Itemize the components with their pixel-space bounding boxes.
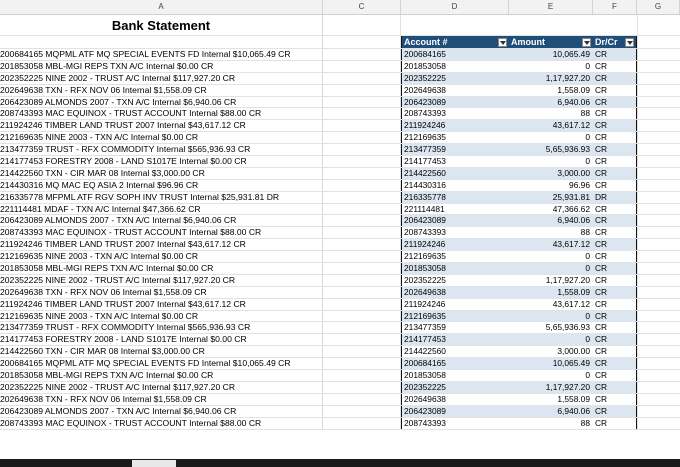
drcr-cell[interactable]: CR xyxy=(593,382,637,393)
statement-line-cell[interactable]: 200684165 MQPML ATF MQ SPECIAL EVENTS FD Internal $10,065.49 CR xyxy=(0,358,323,369)
drcr-cell[interactable]: CR xyxy=(593,334,637,345)
table-row xyxy=(0,120,680,132)
statement-line-cell[interactable]: 206423089 ALMONDS 2007 - TXN A/C Internal $6,940.06 CR xyxy=(0,215,323,226)
statement-line-cell[interactable]: 208743393 MAC EQUINOX - TRUST ACCOUNT Internal $88.00 CR xyxy=(0,108,323,119)
statement-line-cell[interactable]: 212169635 NINE 2003 - TXN A/C Internal $0.00 CR xyxy=(0,251,323,262)
filter-dropdown-icon[interactable] xyxy=(582,38,591,47)
table-row xyxy=(0,180,680,192)
cell[interactable] xyxy=(323,168,401,179)
cell[interactable] xyxy=(323,251,401,262)
statement-line-cell[interactable]: 201853058 MBL-MGI REPS TXN A/C Internal $0.00 CR xyxy=(0,263,323,274)
amount-cell[interactable]: 3,000.00 xyxy=(509,168,593,179)
amount-cell[interactable]: 1,558.09 xyxy=(509,287,593,298)
table-row xyxy=(0,334,680,346)
amount-header[interactable] xyxy=(509,36,593,48)
statement-line-cell[interactable]: 211924246 TIMBER LAND TRUST 2007 Internal $43,617.12 CR xyxy=(0,239,323,250)
account-cell[interactable]: 208743393 xyxy=(401,227,509,238)
statement-line-cell[interactable]: 202352225 NINE 2002 - TRUST A/C Internal $117,927.20 CR xyxy=(0,275,323,286)
data-rows xyxy=(0,49,680,430)
statement-line-cell[interactable]: 211924246 TIMBER LAND TRUST 2007 Internal $43,617.12 CR xyxy=(0,120,323,131)
cell[interactable] xyxy=(323,61,401,72)
amount-cell[interactable]: 43,617.12 xyxy=(509,239,593,250)
cell[interactable] xyxy=(323,239,401,250)
account-cell[interactable]: 211924246 xyxy=(401,239,509,250)
amount-cell[interactable]: 1,17,927.20 xyxy=(509,382,593,393)
statement-line-cell[interactable]: 214177453 FORESTRY 2008 - LAND S1017E Internal $0.00 CR xyxy=(0,156,323,167)
drcr-cell[interactable]: CR xyxy=(593,180,637,191)
amount-cell[interactable]: 1,558.09 xyxy=(509,394,593,405)
cell[interactable] xyxy=(323,108,401,119)
cell[interactable] xyxy=(323,275,401,286)
table-row xyxy=(0,192,680,204)
account-cell[interactable]: 214422560 xyxy=(401,168,509,179)
statement-line-cell[interactable]: 201853058 MBL-MGI REPS TXN A/C Internal $0.00 CR xyxy=(0,370,323,381)
statement-line-cell[interactable]: 212169635 NINE 2003 - TXN A/C Internal $0.00 CR xyxy=(0,132,323,143)
table-row xyxy=(0,144,680,156)
cell[interactable] xyxy=(323,36,401,48)
cell[interactable] xyxy=(637,61,680,72)
account-cell[interactable]: 200684165 xyxy=(401,49,509,60)
cell[interactable] xyxy=(323,73,401,84)
table-row xyxy=(0,251,680,263)
amount-cell[interactable]: 0 xyxy=(509,251,593,262)
amount-cell[interactable]: 5,65,936.93 xyxy=(509,322,593,333)
cell[interactable] xyxy=(323,144,401,155)
table-row xyxy=(0,382,680,394)
account-cell[interactable]: 206423089 xyxy=(401,406,509,417)
header-row xyxy=(0,36,680,49)
cell[interactable] xyxy=(637,15,680,35)
cell[interactable] xyxy=(637,180,680,191)
table-row xyxy=(0,394,680,406)
table-row xyxy=(0,108,680,120)
cell[interactable] xyxy=(637,73,680,84)
cell[interactable] xyxy=(323,394,401,405)
amount-cell[interactable]: 1,558.09 xyxy=(509,85,593,96)
drcr-cell[interactable]: CR xyxy=(593,227,637,238)
table-row xyxy=(0,85,680,97)
cell[interactable] xyxy=(323,15,401,35)
statement-line-cell[interactable]: 213477359 TRUST - RFX COMMODITY Internal $565,936.93 CR xyxy=(0,322,323,333)
table-row xyxy=(0,49,680,61)
amount-cell[interactable]: 6,940.06 xyxy=(509,406,593,417)
cell[interactable] xyxy=(637,132,680,143)
account-cell[interactable]: 212169635 xyxy=(401,132,509,143)
drcr-cell[interactable]: CR xyxy=(593,132,637,143)
cell[interactable] xyxy=(637,370,680,381)
cell[interactable] xyxy=(323,120,401,131)
cell[interactable] xyxy=(637,346,680,357)
table-row xyxy=(0,156,680,168)
account-cell[interactable]: 202352225 xyxy=(401,73,509,84)
amount-cell[interactable]: 47,366.62 xyxy=(509,204,593,215)
table-row xyxy=(0,97,680,109)
amount-cell[interactable]: 88 xyxy=(509,108,593,119)
statement-line-cell[interactable]: 214422560 TXN - CIR MAR 08 Internal $3,000.00 CR xyxy=(0,168,323,179)
table-row xyxy=(0,73,680,85)
cell[interactable] xyxy=(323,215,401,226)
amount-cell[interactable]: 88 xyxy=(509,227,593,238)
cell[interactable] xyxy=(323,299,401,310)
cell[interactable] xyxy=(323,287,401,298)
table-row xyxy=(0,215,680,227)
statement-line-cell[interactable]: 208743393 MAC EQUINOX - TRUST ACCOUNT Internal $88.00 CR xyxy=(0,227,323,238)
cell[interactable] xyxy=(637,382,680,393)
account-cell[interactable]: 212169635 xyxy=(401,311,509,322)
statement-line-cell[interactable]: 206423089 ALMONDS 2007 - TXN A/C Internal $6,940.06 CR xyxy=(0,406,323,417)
amount-cell[interactable]: 88 xyxy=(509,418,593,429)
statement-line-cell[interactable]: 202649638 TXN - RFX NOV 06 Internal $1,558.09 CR xyxy=(0,287,323,298)
cell[interactable] xyxy=(637,299,680,310)
sheet-tab-bar xyxy=(0,459,680,467)
amount-cell[interactable]: 6,940.06 xyxy=(509,215,593,226)
column-header-f[interactable]: F xyxy=(593,0,637,14)
cell[interactable] xyxy=(323,263,401,274)
spreadsheet-grid xyxy=(0,15,680,430)
account-cell[interactable]: 201853058 xyxy=(401,370,509,381)
cell[interactable] xyxy=(323,49,401,60)
cell[interactable] xyxy=(323,334,401,345)
table-row xyxy=(0,418,680,430)
account-cell[interactable]: 202352225 xyxy=(401,275,509,286)
sheet-title[interactable]: Bank Statement xyxy=(0,15,323,35)
drcr-cell[interactable]: CR xyxy=(593,204,637,215)
statement-line-cell[interactable]: 213477359 TRUST - RFX COMMODITY Internal $565,936.93 CR xyxy=(0,144,323,155)
cell[interactable] xyxy=(637,120,680,131)
cell[interactable] xyxy=(637,156,680,167)
amount-cell[interactable]: 43,617.12 xyxy=(509,120,593,131)
cell[interactable] xyxy=(637,418,680,429)
filter-dropdown-icon[interactable] xyxy=(498,38,507,47)
cell[interactable] xyxy=(637,406,680,417)
table-row xyxy=(0,311,680,323)
cell[interactable] xyxy=(637,215,680,226)
cell[interactable] xyxy=(323,322,401,333)
account-cell[interactable]: 202649638 xyxy=(401,85,509,96)
drcr-cell[interactable]: CR xyxy=(593,120,637,131)
amount-cell[interactable]: 6,940.06 xyxy=(509,97,593,108)
account-cell[interactable]: 202649638 xyxy=(401,394,509,405)
table-row xyxy=(0,263,680,275)
drcr-cell[interactable]: CR xyxy=(593,346,637,357)
cell[interactable] xyxy=(637,287,680,298)
statement-line-cell[interactable]: 211924246 TIMBER LAND TRUST 2007 Internal $43,617.12 CR xyxy=(0,299,323,310)
drcr-cell[interactable]: CR xyxy=(593,85,637,96)
table-row xyxy=(0,358,680,370)
account-cell[interactable]: 201853058 xyxy=(401,61,509,72)
account-cell[interactable]: 202649638 xyxy=(401,287,509,298)
amount-cell[interactable]: 3,000.00 xyxy=(509,346,593,357)
table-row xyxy=(0,299,680,311)
cell[interactable] xyxy=(593,15,637,35)
statement-line-cell[interactable]: 202649638 TXN - RFX NOV 06 Internal $1,558.09 CR xyxy=(0,394,323,405)
table-row xyxy=(0,322,680,334)
drcr-cell[interactable]: CR xyxy=(593,311,637,322)
cell[interactable] xyxy=(323,97,401,108)
cell[interactable] xyxy=(637,251,680,262)
cell[interactable] xyxy=(637,311,680,322)
table-row xyxy=(0,204,680,216)
column-header-g[interactable]: G xyxy=(637,0,680,14)
statement-line-cell[interactable]: 202352225 NINE 2002 - TRUST A/C Internal $117,927.20 CR xyxy=(0,73,323,84)
cell[interactable] xyxy=(323,180,401,191)
drcr-cell[interactable]: CR xyxy=(593,287,637,298)
cell[interactable] xyxy=(637,263,680,274)
drcr-cell[interactable]: CR xyxy=(593,394,637,405)
statement-line-cell[interactable]: 201853058 MBL-MGI REPS TXN A/C Internal $0.00 CR xyxy=(0,61,323,72)
cell[interactable] xyxy=(323,358,401,369)
table-row xyxy=(0,370,680,382)
amount-cell[interactable]: 0 xyxy=(509,370,593,381)
drcr-cell[interactable]: CR xyxy=(593,49,637,60)
amount-cell[interactable]: 0 xyxy=(509,311,593,322)
cell[interactable] xyxy=(637,49,680,60)
drcr-cell[interactable]: DR xyxy=(593,192,637,203)
statement-line-cell[interactable]: 214422560 TXN - CIR MAR 08 Internal $3,000.00 CR xyxy=(0,346,323,357)
account-cell[interactable]: 202352225 xyxy=(401,382,509,393)
amount-cell[interactable]: 0 xyxy=(509,61,593,72)
account-cell[interactable]: 213477359 xyxy=(401,144,509,155)
table-row xyxy=(0,406,680,418)
account-cell[interactable]: 211924246 xyxy=(401,120,509,131)
amount-cell[interactable]: 0 xyxy=(509,156,593,167)
cell[interactable] xyxy=(509,15,593,35)
account-cell[interactable]: 221114481 xyxy=(401,204,509,215)
table-row xyxy=(0,168,680,180)
cell[interactable] xyxy=(637,322,680,333)
cell[interactable] xyxy=(637,97,680,108)
statement-line-cell[interactable]: 214430316 MQ MAC EQ ASIA 2 Internal $96.96 CR xyxy=(0,180,323,191)
table-row xyxy=(0,346,680,358)
cell[interactable] xyxy=(637,334,680,345)
account-cell[interactable]: 206423089 xyxy=(401,97,509,108)
account-cell[interactable]: 214422560 xyxy=(401,346,509,357)
table-row xyxy=(0,61,680,73)
amount-cell[interactable]: 5,65,936.93 xyxy=(509,144,593,155)
cell[interactable] xyxy=(637,192,680,203)
statement-line-cell[interactable]: 212169635 NINE 2003 - TXN A/C Internal $0.00 CR xyxy=(0,311,323,322)
drcr-cell[interactable]: CR xyxy=(593,251,637,262)
cell[interactable] xyxy=(637,144,680,155)
drcr-cell[interactable]: CR xyxy=(593,358,637,369)
account-cell[interactable]: 212169635 xyxy=(401,251,509,262)
cell[interactable] xyxy=(323,227,401,238)
amount-cell[interactable]: 0 xyxy=(509,263,593,274)
account-cell[interactable]: 201853058 xyxy=(401,263,509,274)
cell[interactable] xyxy=(637,108,680,119)
cell[interactable] xyxy=(323,370,401,381)
column-header-c[interactable]: C xyxy=(323,0,401,14)
cell[interactable] xyxy=(323,382,401,393)
statement-line-cell[interactable]: 202352225 NINE 2002 - TRUST A/C Internal $117,927.20 CR xyxy=(0,382,323,393)
account-cell[interactable]: 214177453 xyxy=(401,156,509,167)
statement-line-cell[interactable]: 208743393 MAC EQUINOX - TRUST ACCOUNT Internal $88.00 CR xyxy=(0,418,323,429)
account-cell[interactable]: 206423089 xyxy=(401,215,509,226)
drcr-header-label: Dr/Cr xyxy=(595,37,618,47)
amount-cell[interactable]: 1,17,927.20 xyxy=(509,73,593,84)
account-header[interactable] xyxy=(401,36,509,48)
title-row xyxy=(0,15,680,36)
amount-cell[interactable]: 1,17,927.20 xyxy=(509,275,593,286)
table-row xyxy=(0,239,680,251)
drcr-cell[interactable]: CR xyxy=(593,418,637,429)
cell[interactable] xyxy=(637,358,680,369)
table-row xyxy=(0,275,680,287)
drcr-header[interactable] xyxy=(593,36,637,48)
cell[interactable] xyxy=(637,85,680,96)
drcr-cell[interactable]: CR xyxy=(593,299,637,310)
column-header-a[interactable]: A xyxy=(0,0,323,14)
drcr-cell[interactable]: CR xyxy=(593,215,637,226)
cell[interactable] xyxy=(323,406,401,417)
cell[interactable] xyxy=(637,275,680,286)
column-header-bar xyxy=(0,0,680,15)
drcr-cell[interactable]: CR xyxy=(593,97,637,108)
drcr-cell[interactable]: CR xyxy=(593,275,637,286)
account-cell[interactable]: 208743393 xyxy=(401,108,509,119)
cell[interactable] xyxy=(637,36,680,48)
amount-cell[interactable]: 25,931.81 xyxy=(509,192,593,203)
cell[interactable] xyxy=(323,192,401,203)
sheet-tab[interactable] xyxy=(132,460,176,467)
account-cell[interactable]: 200684165 xyxy=(401,358,509,369)
cell[interactable] xyxy=(323,156,401,167)
amount-cell[interactable]: 0 xyxy=(509,132,593,143)
column-header-e[interactable]: E xyxy=(509,0,593,14)
drcr-cell[interactable]: CR xyxy=(593,73,637,84)
cell[interactable] xyxy=(323,85,401,96)
statement-line-cell[interactable]: 200684165 MQPML ATF MQ SPECIAL EVENTS FD Internal $10,065.49 CR xyxy=(0,49,323,60)
table-row xyxy=(0,227,680,239)
drcr-cell[interactable]: CR xyxy=(593,263,637,274)
account-cell[interactable]: 208743393 xyxy=(401,418,509,429)
cell[interactable] xyxy=(0,36,323,48)
drcr-cell[interactable]: CR xyxy=(593,144,637,155)
filter-dropdown-icon[interactable] xyxy=(625,38,634,47)
amount-header-label: Amount xyxy=(511,37,545,47)
amount-cell[interactable]: 0 xyxy=(509,334,593,345)
drcr-cell[interactable]: CR xyxy=(593,168,637,179)
drcr-cell[interactable]: CR xyxy=(593,406,637,417)
amount-cell[interactable]: 96.96 xyxy=(509,180,593,191)
cell[interactable] xyxy=(637,394,680,405)
cell[interactable] xyxy=(323,418,401,429)
drcr-cell[interactable]: CR xyxy=(593,108,637,119)
account-cell[interactable]: 213477359 xyxy=(401,322,509,333)
drcr-cell[interactable]: CR xyxy=(593,370,637,381)
statement-line-cell[interactable]: 216335778 MFPML ATF RGV SOPH INV TRUST Internal $25,931.81 DR xyxy=(0,192,323,203)
amount-cell[interactable]: 10,065.49 xyxy=(509,49,593,60)
table-row xyxy=(0,132,680,144)
amount-cell[interactable]: 43,617.12 xyxy=(509,299,593,310)
statement-line-cell[interactable]: 206423089 ALMONDS 2007 - TXN A/C Internal $6,940.06 CR xyxy=(0,97,323,108)
drcr-cell[interactable]: CR xyxy=(593,239,637,250)
statement-line-cell[interactable]: 214177453 FORESTRY 2008 - LAND S1017E Internal $0.00 CR xyxy=(0,334,323,345)
account-cell[interactable]: 214430316 xyxy=(401,180,509,191)
statement-line-cell[interactable]: 202649638 TXN - RFX NOV 06 Internal $1,558.09 CR xyxy=(0,85,323,96)
cell[interactable] xyxy=(637,204,680,215)
column-header-d[interactable]: D xyxy=(401,0,509,14)
cell[interactable] xyxy=(401,15,509,35)
drcr-cell[interactable]: CR xyxy=(593,322,637,333)
cell[interactable] xyxy=(323,204,401,215)
amount-cell[interactable]: 10,065.49 xyxy=(509,358,593,369)
account-cell[interactable]: 214177453 xyxy=(401,334,509,345)
cell[interactable] xyxy=(637,227,680,238)
statement-line-cell[interactable]: 221114481 MDAF - TXN A/C Internal $47,366.62 CR xyxy=(0,204,323,215)
account-cell[interactable]: 211924246 xyxy=(401,299,509,310)
drcr-cell[interactable]: CR xyxy=(593,61,637,72)
cell[interactable] xyxy=(323,346,401,357)
table-row xyxy=(0,287,680,299)
account-cell[interactable]: 216335778 xyxy=(401,192,509,203)
cell[interactable] xyxy=(323,311,401,322)
cell[interactable] xyxy=(637,239,680,250)
account-header-label: Account # xyxy=(404,37,448,47)
drcr-cell[interactable]: CR xyxy=(593,156,637,167)
cell[interactable] xyxy=(323,132,401,143)
cell[interactable] xyxy=(637,168,680,179)
